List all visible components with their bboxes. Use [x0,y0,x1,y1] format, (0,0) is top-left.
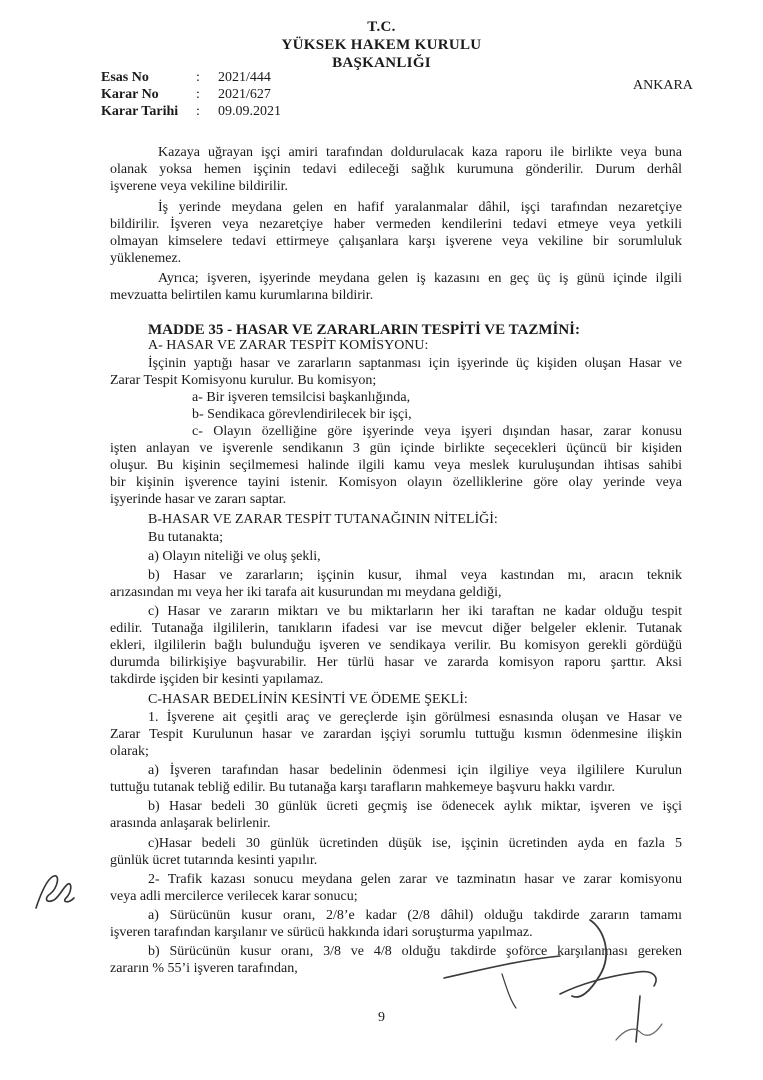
body-line: günlük ücret tutarında kesinti yapılır. [110,853,318,868]
header-institution: YÜKSEK HAKEM KURULU [281,37,482,53]
section-heading: A- HASAR VE ZARAR TESPİT KOMİSYONU: [148,338,429,353]
meta-row-esas: Esas No : 2021/444 [101,70,271,85]
meta-row-karar: Karar No : 2021/627 [101,87,271,102]
body-line: c) Hasar ve zararın miktarı ve bu miktarların her iki taraftan ne kadar olduğu tespit [148,604,682,619]
body-line: İş yerinde meydana gelen en hafif yaralanmalar dâhil, işçi tarafından nezaretçiye [158,200,682,215]
body-line: durumda bilirkişiye başvurabilir. Her türlü hasar ve zararda komisyon raporu şarttır. Aksi [110,655,682,670]
body-line: Ayrıca; işveren, işyerinde meydana gelen iş kazasını en geç üç iş günü içinde ilgili [158,271,682,286]
body-line: oluşur. Bu kişinin seçilmemesi halinde ilgili kamu veya meslek kuruluşundan ihtisas sahibi [110,458,682,473]
page-number: 9 [378,1010,385,1025]
body-line: b) Hasar ve zararların; işçinin kusur, ihmal veya kastından mı, aracın teknik [148,568,682,583]
body-line: veya adli mercilerce verilecek karar sonucu; [110,889,358,904]
body-line: işten anlayan ve işverenle sendikanın 3 gün içinde birlikte seçecekleri üçüncü bir kişiden [110,441,682,456]
body-line: b) Sürücünün kusur oranı, 3/8 ve 4/8 olduğu takdirde şoförce karşılanması gereken [148,944,682,959]
body-line: işyerinde hasar ve zararı saptar. [110,492,287,507]
body-line: zararın % 55’i işveren tarafından, [110,961,298,976]
body-line: c)Hasar bedeli 30 günlük ücretinden düşük ise, işçinin ücretinden ayda en fazla 5 [148,836,682,851]
section-heading: B-HASAR VE ZARAR TESPİT TUTANAĞININ NİTELİĞİ: [148,512,498,527]
city-label: ANKARA [633,78,693,93]
body-line: a- Bir işveren temsilcisi başkanlığında, [192,390,411,405]
body-line: olmayan kimselere tedavi ettirmeye çalışanlara karşı işverene veya vekiline bir sorumluluk [110,234,682,249]
body-line: a) Olayın niteliği ve oluş şekli, [148,549,321,564]
body-line: Zarar Tespit Komisyonu kurulur. Bu komisyon; [110,373,377,388]
body-line: bildirilir. İşveren veya nezaretçiye haber vermeden kendilerini tedavi etmeye veya yetkili [110,217,682,232]
body-line: Bu tutanakta; [148,530,224,545]
body-line: a) Sürücünün kusur oranı, 2/8’e kadar (2/8 dâhil) olduğu takdirde zararın tamamı [148,908,682,923]
body-line: işverene veya vekiline bildirilir. [110,179,289,194]
body-line: c- Olayın özelliğine göre işyerinde veya işyeri dışından hasar, zarar konusu [192,424,682,439]
body-line: bir kişinin işverence tayini istenir. Komisyon olayın özelliklerine göre olay yerinde veya [110,475,682,490]
body-line: olanak yoksa hemen işçinin tedavi edileceği sağlık kurumuna gönderilir. Durum derhâl [110,162,682,177]
body-line: ekleri, ilgililerin bağlı bulunduğu işveren ve sendikaya verilir. Bu komisyon gerekli gördüğü [110,638,682,653]
body-line: tuttuğu tutanak tebliğ edilir. Bu tutanağa karşı tarafların mahkemeye başvuru hakkı vardır. [110,780,616,795]
body-line: 1. İşverene ait çeşitli araç ve gereçlerde işin görülmesi esnasında oluşan ve Hasar ve [148,710,682,725]
header-tc: T.C. [367,19,396,35]
body-line: yüklenemez. [110,251,182,266]
body-line: olarak; [110,744,149,759]
body-line: a) İşveren tarafından hasar bedelinin ödenmesi için ilgiliye veya ilgililere Kurulun [148,763,682,778]
body-line: b) Hasar bedeli 30 günlük ücreti geçmiş ise ödenecek aylık miktar, işveren ve işçi [148,799,682,814]
body-line: İşçinin yaptığı hasar ve zararların saptanması için işyerinde üç kişiden oluşan Hasar ve [148,356,682,371]
body-line: edilir. Tutanağa ilgililerin, tanıkların ifadesi var ise mevcut diğer belgeler eklenir. Tutanak [110,621,682,636]
article-heading: MADDE 35 - HASAR VE ZARARLARIN TESPİTİ VE TAZMİNİ: [148,322,581,338]
body-line: b- Sendikaca görevlendirilecek bir işçi, [192,407,412,422]
scribble-mark-icon [610,1010,670,1055]
body-line: 2- Trafik kazası sonucu meydana gelen zarar ve tazminatın hasar ve zarar komisyonu [148,872,682,887]
body-line: arızasından mı veya her iki tarafa ait kusurundan mı meydana geldiği, [110,585,502,600]
meta-row-tarih: Karar Tarihi : 09.09.2021 [101,104,281,119]
body-line: takdirde işçiden bir kesinti yapılamaz. [110,672,324,687]
body-line: Kazaya uğrayan işçi amiri tarafından doldurulacak kaza raporu ile birlikte veya buna [158,145,682,160]
body-line: arasında anlaşarak belirlenir. [110,816,271,831]
section-heading: C-HASAR BEDELİNİN KESİNTİ VE ÖDEME ŞEKLİ: [148,692,468,707]
header-presidency: BAŞKANLIĞI [332,55,431,71]
body-line: mevzuatta belirtilen kamu kurumlarına bildirir. [110,288,374,303]
initials-signature-icon [28,860,88,920]
body-line: işveren tarafından karşılanır ve sürücü hakkında idari soruşturma yapılmaz. [110,925,533,940]
body-line: Zarar Tespit Kurulunun hasar ve zarardan işçiyi sorumlu tuttuğu kısmın ödenmesine ilişkin [110,727,682,742]
